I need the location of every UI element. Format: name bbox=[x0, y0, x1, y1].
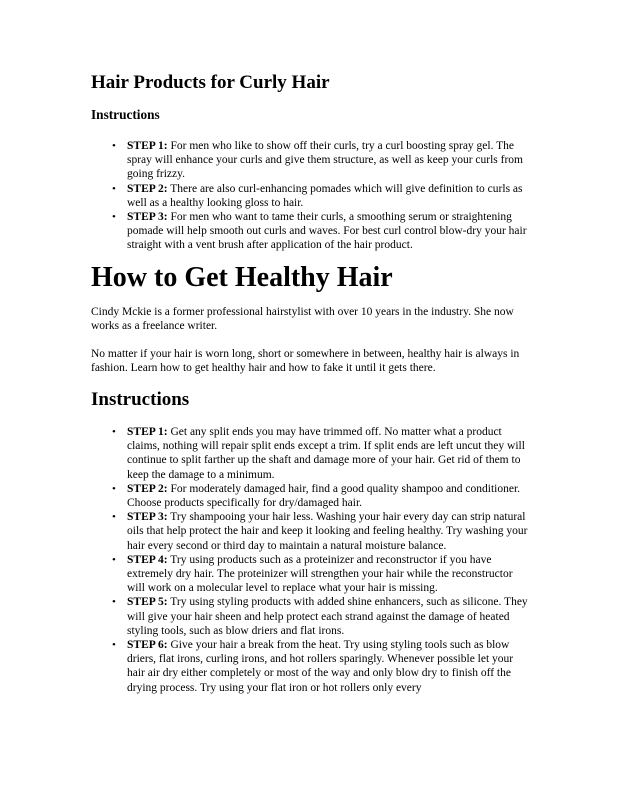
step-label: STEP 1: bbox=[127, 140, 168, 152]
bullet-icon: • bbox=[112, 182, 116, 195]
list-item bbox=[91, 510, 531, 553]
step-label: STEP 1: bbox=[127, 426, 168, 438]
step-label: STEP 2: bbox=[127, 482, 168, 495]
list-item bbox=[91, 139, 531, 182]
step-text: Try using products such as a proteinizer and reconstructor if you have extremely dry hair. The proteinizer will strengthen your hair while the reconstructor will work on a molecular level to replace what your hair is missing. bbox=[127, 553, 513, 595]
list-item bbox=[91, 210, 531, 253]
step-text: Get any split ends you may have trimmed off. No matter what a product claims, nothing will repair split ends except a trim. If split ends are left uncut they will continue to split farther up the shaft and damage more of your hair. Get rid of them to keep the damage to a minimum. bbox=[127, 426, 525, 481]
step-text: Try using styling products with added shine enhancers, such as silicone. They will give your hair sheen and help protect each strand against the damage of heated styling tools, such as blow driers and flat irons. bbox=[127, 596, 528, 637]
bullet-icon: • bbox=[112, 211, 116, 224]
bullet-icon: • bbox=[112, 639, 116, 652]
list-item bbox=[91, 638, 531, 695]
list-item bbox=[91, 482, 531, 510]
instructions-heading-2: Instructions bbox=[91, 389, 190, 410]
curly-hair-steps-list bbox=[91, 139, 531, 253]
bullet-icon: • bbox=[112, 596, 116, 609]
list-item bbox=[91, 553, 531, 596]
step-label: STEP 6: bbox=[127, 639, 168, 652]
bullet-icon: • bbox=[112, 140, 116, 152]
step-text: Try shampooing your hair less. Washing your hair every day can strip natural oils that help protect the hair and keep it looking and feeling healthy. Try washing your hair every second or third day to maintain a natural moisture balance. bbox=[127, 511, 528, 552]
step-label: STEP 4: bbox=[127, 553, 168, 566]
list-item bbox=[91, 425, 531, 482]
step-label: STEP 5: bbox=[127, 596, 168, 609]
section-title-curly-hair: Hair Products for Curly Hair bbox=[91, 72, 330, 93]
step-label: STEP 3: bbox=[127, 511, 168, 524]
bullet-icon: • bbox=[112, 426, 116, 438]
step-text: Give your hair a break from the heat. Try using styling tools such as blow driers, flat irons, curling irons, and hot rollers sparingly. Whenever possible let your hair air dry either completely or most of the way and only blow dry to finish off the drying process. Try using your flat iron or hot rollers only every bbox=[127, 639, 514, 694]
bullet-icon: • bbox=[112, 511, 116, 524]
step-label: STEP 2: bbox=[127, 182, 168, 195]
list-item bbox=[91, 182, 531, 210]
page-title: How to Get Healthy Hair bbox=[91, 262, 393, 293]
bullet-icon: • bbox=[112, 553, 116, 566]
list-item bbox=[91, 595, 531, 638]
healthy-hair-steps-list bbox=[91, 425, 531, 695]
step-text: For men who want to tame their curls, a smoothing serum or straightening pomade will help smooth out curls and waves. For best curl control blow-dry your hair straight with a vent brush after application of the hair product. bbox=[127, 211, 527, 252]
step-text: For moderately damaged hair, find a good quality shampoo and conditioner. Choose products specifically for dry/damaged hair. bbox=[127, 482, 521, 510]
step-text: For men who like to show off their curls, try a curl boosting spray gel. The spray will enhance your curls and give them structure, as well as keep your curls from going frizzy. bbox=[127, 140, 523, 181]
body-paragraph: No matter if your hair is worn long, short or somewhere in between, healthy hair is always in fashion. Learn how to get healthy hair and how to fake it until it gets there. bbox=[91, 348, 520, 375]
instructions-heading-1: Instructions bbox=[91, 107, 160, 122]
step-text: There are also curl-enhancing pomades which will give definition to curls as well as a healthy looking gloss to hair. bbox=[127, 182, 523, 209]
step-label: STEP 3: bbox=[127, 211, 168, 224]
author-intro: Cindy Mckie is a former professional hairstylist with over 10 years in the industry. She now works as a freelance writer. bbox=[91, 306, 514, 333]
bullet-icon: • bbox=[112, 482, 116, 495]
